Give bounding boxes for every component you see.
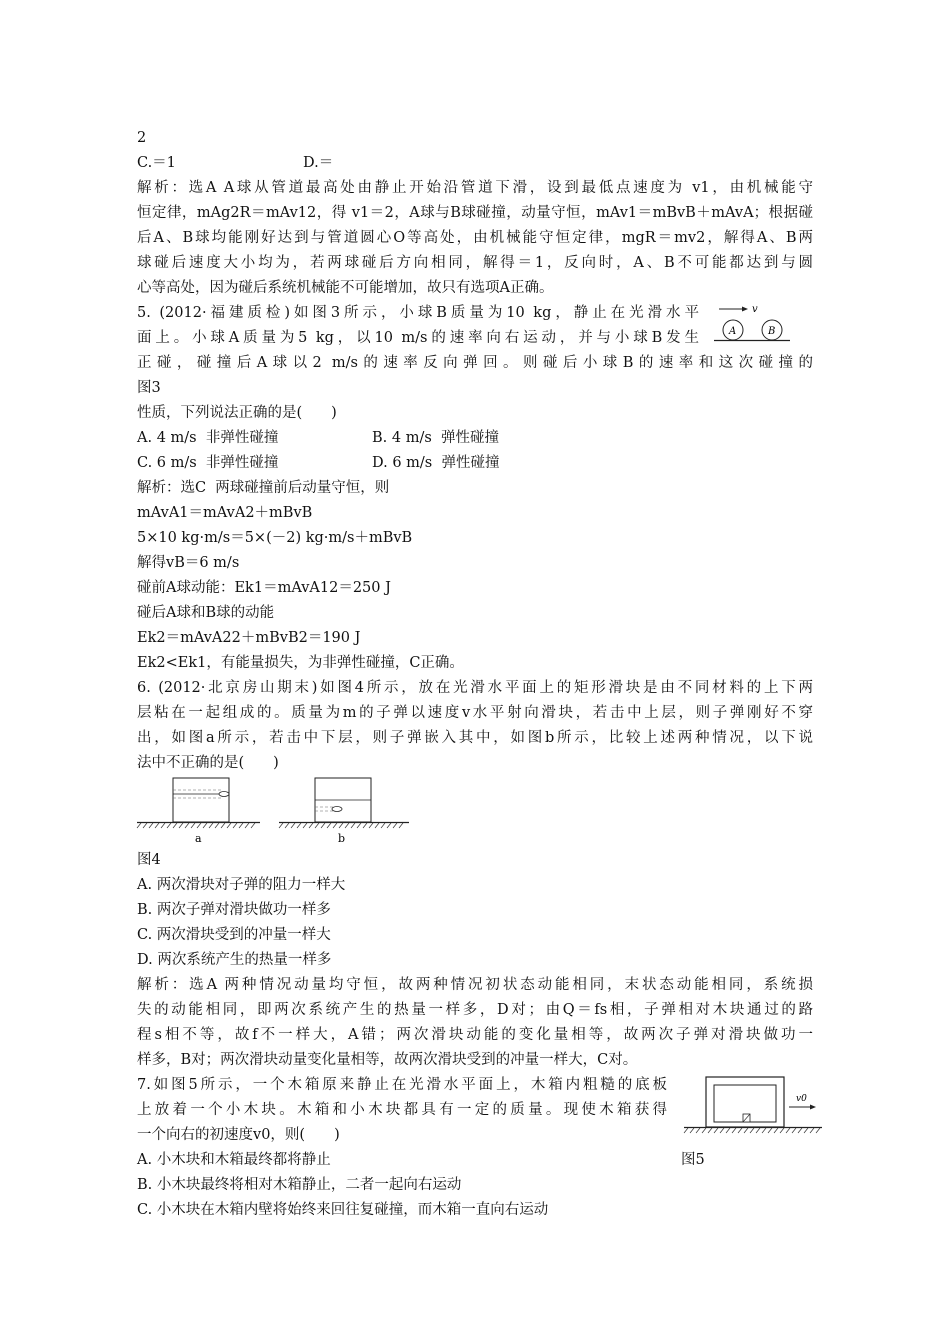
ball-b-label: B (768, 326, 776, 337)
option-b: B. 4 m/s 弹性碰撞 (372, 430, 500, 446)
bullet-icon (332, 807, 342, 812)
figure-a-label: a (195, 832, 202, 845)
velocity-label: v (752, 304, 758, 315)
question-stem: 一个向右的初速度v0，则( ) (137, 1127, 340, 1143)
option-a: A. 小木块和木箱最终都将静止 (137, 1152, 331, 1168)
figure-5-box (682, 1074, 824, 1138)
ground-hatching (684, 1128, 820, 1133)
question-stem: 上放着一个小木块。木箱和小木块都具有一定的质量。现使木箱获得 (137, 1102, 667, 1118)
arrow-head-icon (810, 1105, 816, 1110)
question-stem: 正碰，碰撞后A球以2 m/s的速率反向弹回。则碰后小球B的速率和这次碰撞的 (137, 355, 813, 371)
arrow-head-icon (742, 307, 748, 312)
bullet-icon (219, 792, 229, 797)
option-c: C.＝1 (137, 155, 176, 171)
analysis-line: Ek2<Ek1，有能量损失，为非弹性碰撞，C正确。 (137, 655, 464, 671)
analysis-line: 解得vB＝6 m/s (137, 555, 240, 571)
figure-3-balls (712, 300, 792, 346)
option-b: B. 两次子弹对滑块做功一样多 (137, 902, 331, 918)
analysis-line: 解析：选C 两球碰撞前后动量守恒，则 (137, 480, 390, 496)
analysis-line: 程s相不等，故f不一样大，A错；两次滑块动能的变化量相等，故两次子弹对滑块做功一 (137, 1027, 813, 1043)
analysis-line: 碰后A球和B球的动能 (137, 605, 275, 621)
option-d: D. 两次系统产生的热量一样多 (137, 952, 332, 968)
analysis-line: 失的动能相同，即两次系统产生的热量一样多，D对；由Q＝fs相，子弹相对木块通过的路 (137, 1002, 813, 1018)
analysis-line: 解析：选A 两种情况动量均守恒，故两种情况初状态动能相同，末状态动能相同，系统损 (137, 977, 813, 993)
fraction-denominator: 2 (137, 130, 147, 146)
ground-hatching (279, 823, 403, 828)
option-c: C. 两次滑块受到的冲量一样大 (137, 927, 331, 943)
analysis-line: 5×10 kg·m/s＝5×(－2) kg·m/s＋mBvB (137, 530, 413, 546)
option-c: C. 小木块在木箱内壁将始终来回往复碰撞，而木箱一直向右运动 (137, 1202, 549, 1218)
analysis-line: mAvA1＝mAvA2＋mBvB (137, 505, 313, 521)
analysis-line: 恒定律，mAg2R＝mAv12，得 v1＝2，A球与B球碰撞，动量守恒，mAv1＝mBvB＋mAvA；根据碰 (137, 205, 813, 221)
analysis-line: 后A、B球均能刚好达到与管道圆心O等高处，由机械能守恒定律，mgR＝mv2，解得A、B两 (137, 230, 813, 246)
option-c: C. 6 m/s 非弹性碰撞 (137, 455, 279, 471)
analysis-line: Ek2＝mAvA22＋mBvB2＝190 J (137, 630, 361, 646)
option-d: D.＝ (303, 155, 334, 171)
question-stem: 5. (2012·福建质检)如图3所示，小球B质量为10 kg，静止在光滑水平 (137, 305, 699, 321)
figure-b-label: b (338, 832, 346, 845)
ground-hatching (137, 823, 255, 828)
analysis-line: 球碰后速度大小均为，若两球碰后方向相同，解得＝1，反向时，A、B不可能都达到与圆 (137, 255, 813, 271)
question-stem: 7.如图5所示，一个木箱原来静止在光滑水平面上，木箱内粗糙的底板 (137, 1077, 667, 1093)
velocity-label: v0 (796, 1094, 807, 1104)
question-stem: 层粘在一起组成的。质量为m的子弹以速度v水平射向滑块，若击中上层，则子弹刚好不穿 (137, 705, 813, 721)
analysis-line: 碰前A球动能：Ek1＝mAvA12＝250 J (137, 580, 391, 596)
option-a: A. 4 m/s 非弹性碰撞 (137, 430, 279, 446)
ball-a-label: A (729, 326, 737, 337)
option-b: B. 小木块最终将相对木箱静止，二者一起向右运动 (137, 1177, 462, 1193)
option-d: D. 6 m/s 弹性碰撞 (372, 455, 500, 471)
question-stem: 出，如图a所示，若击中下层，则子弹嵌入其中，如图b所示，比较上述两种情况，以下说 (137, 730, 813, 746)
figure-4-blocks (135, 776, 415, 848)
block-a (173, 778, 229, 822)
figure-a (137, 778, 260, 845)
figure-b (279, 778, 409, 845)
question-stem: 法中不正确的是( ) (137, 755, 279, 771)
figure-caption: 图5 (681, 1152, 705, 1168)
question-stem: 6. (2012·北京房山期末)如图4所示，放在光滑水平面上的矩形滑块是由不同材料的上下两 (137, 680, 813, 696)
option-a: A. 两次滑块对子弹的阻力一样大 (137, 877, 346, 893)
figure-caption: 图3 (137, 380, 161, 396)
question-stem: 性质，下列说法正确的是( ) (137, 405, 337, 421)
analysis-line: 心等高处，因为碰后系统机械能不可能增加，故只有选项A正确。 (137, 280, 554, 296)
question-stem: 面上。小球A质量为5 kg，以10 m/s的速率向右运动，并与小球B发生 (137, 330, 699, 346)
analysis-line: 样多，B对；两次滑块动量变化量相等，故两次滑块受到的冲量一样大，C对。 (137, 1052, 638, 1068)
figure-caption: 图4 (137, 852, 161, 868)
analysis-line: 解析：选A A球从管道最高处由静止开始沿管道下滑，设到最低点速度为 v1，由机械能守 (137, 180, 813, 196)
